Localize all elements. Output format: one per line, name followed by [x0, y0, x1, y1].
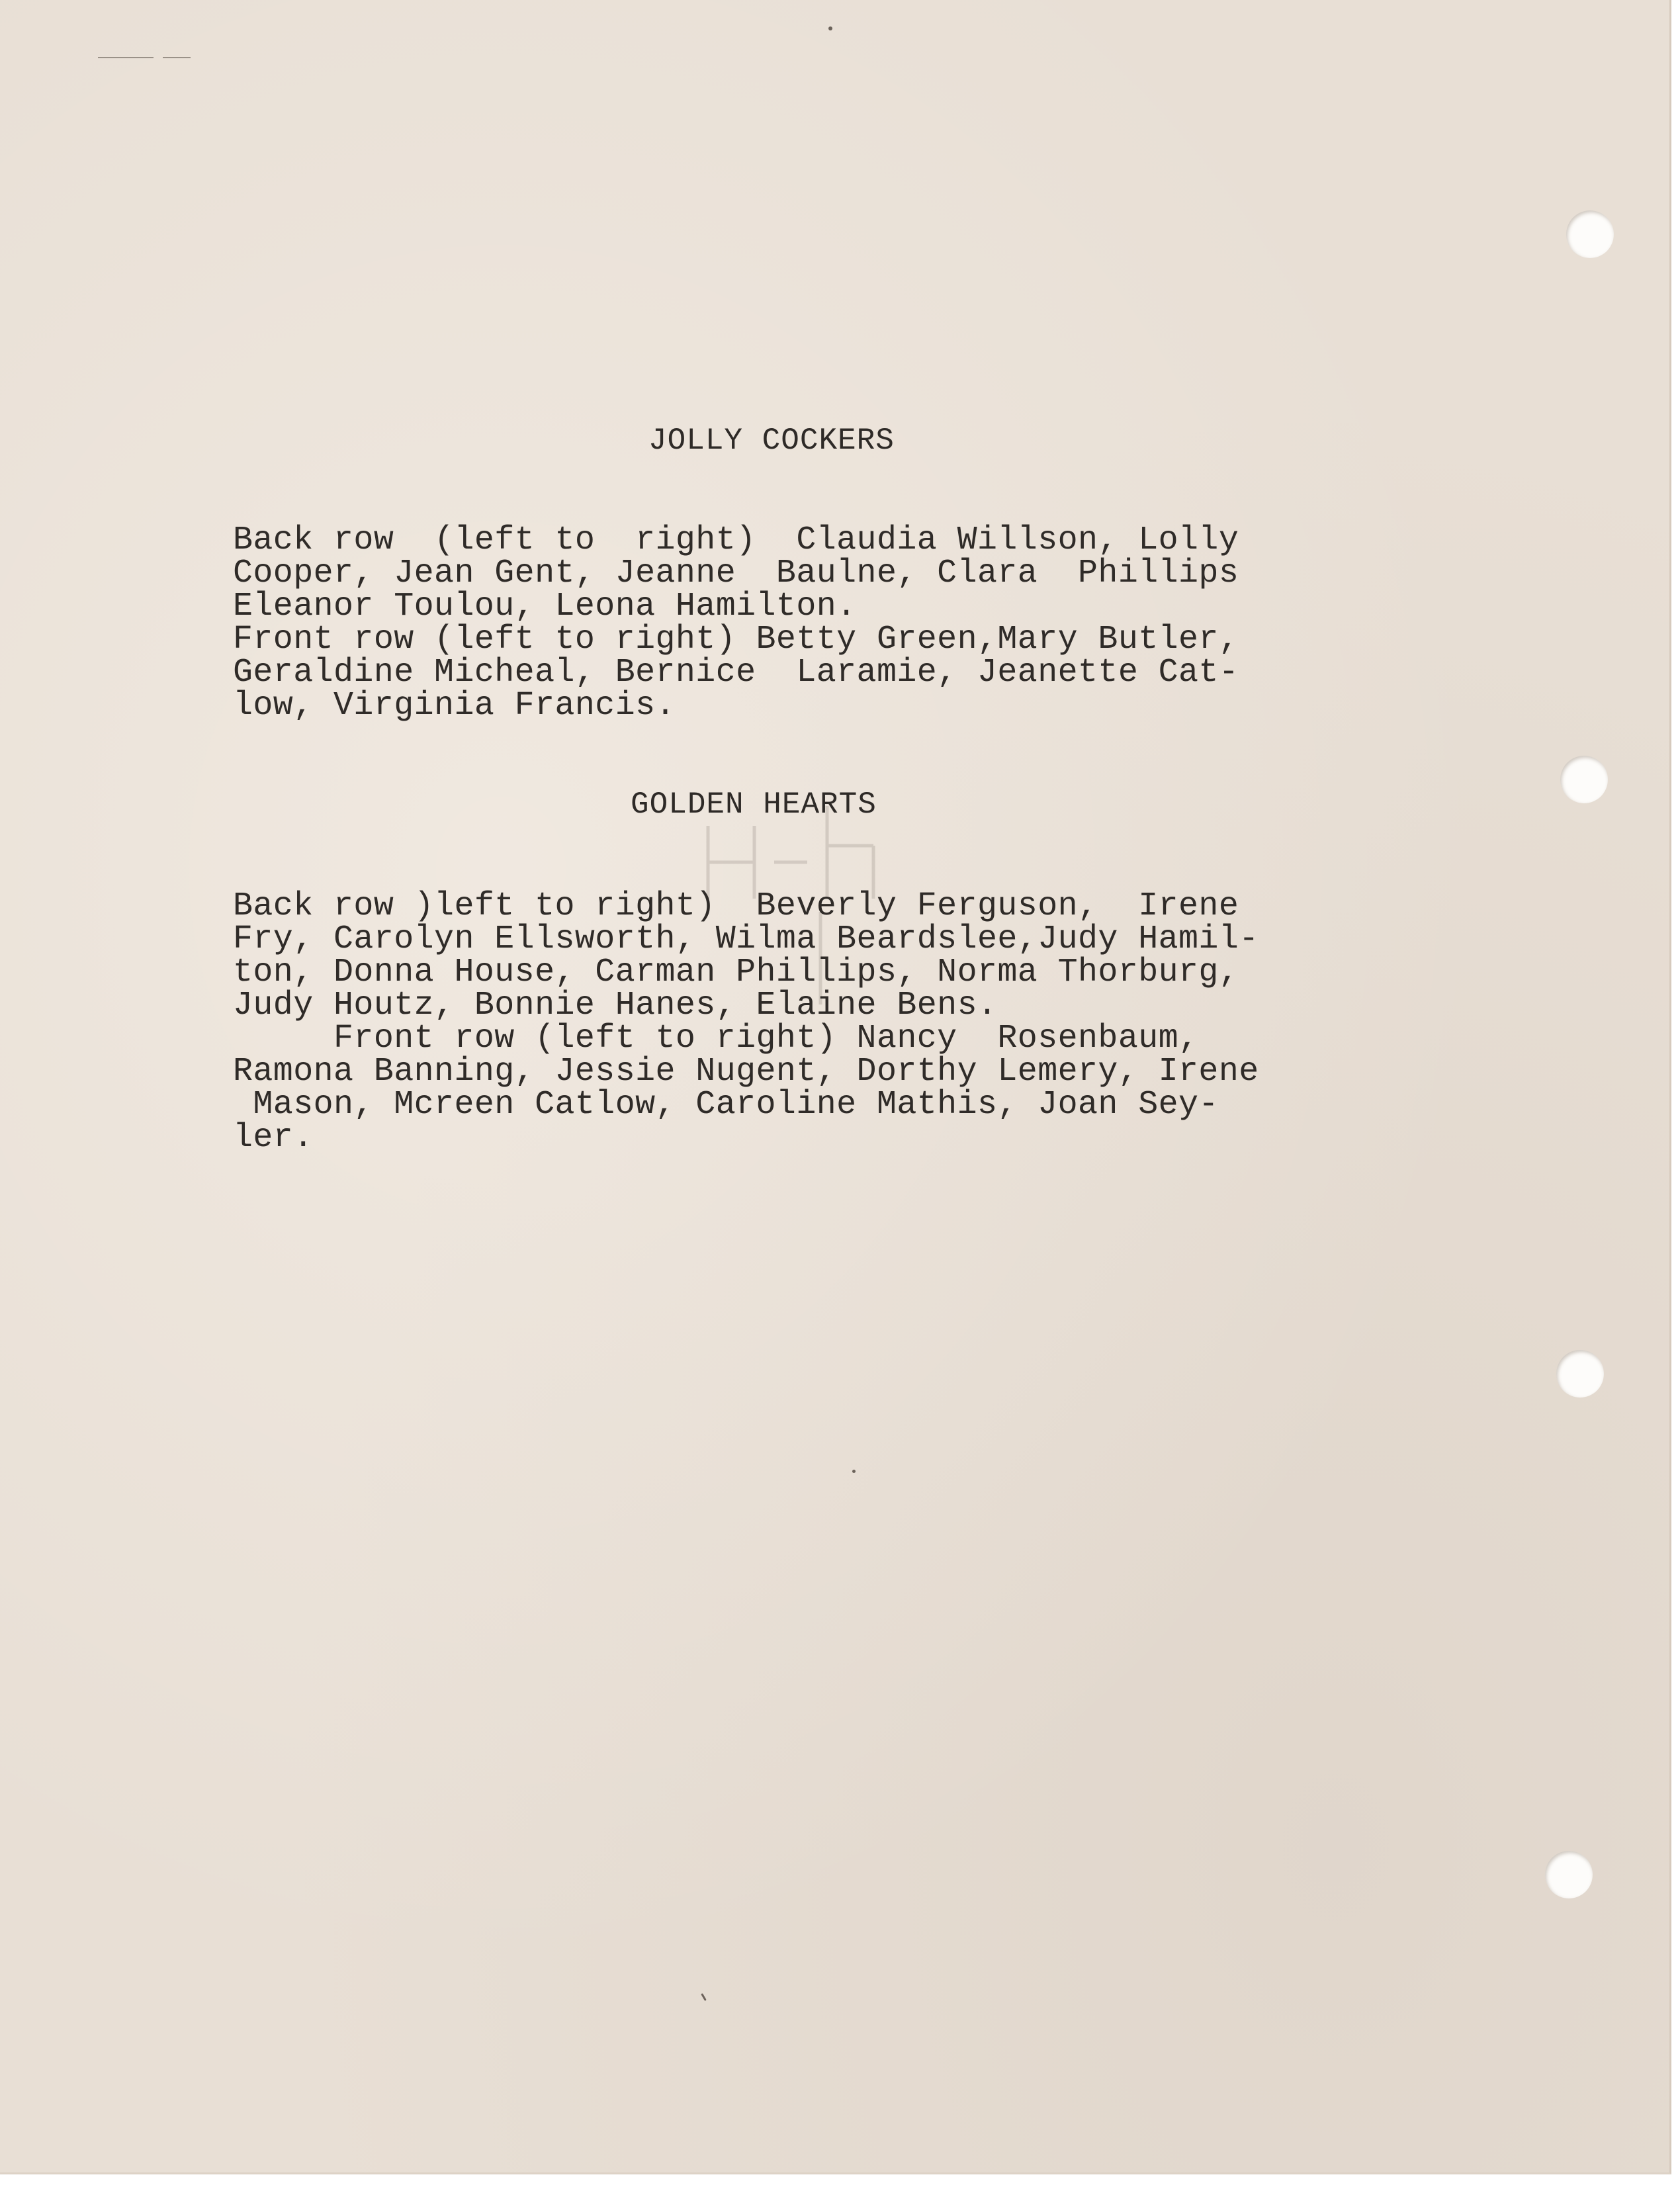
section-title-jolly-cockers: JOLLY COCKERS	[648, 424, 895, 458]
section-2-line-7: Mason, Mcreen Catlow, Caroline Mathis, Joan Sey-	[233, 1086, 1219, 1124]
section-2-line-1: Back row )left to right) Beverly Ferguson, Irene	[233, 887, 1239, 925]
section-2-line-8: ler.	[233, 1119, 314, 1157]
section-2-line-5: Front row (left to right) Nancy Rosenbaum,	[233, 1020, 1199, 1057]
section-1-line-4: Front row (left to right) Betty Green,Mary Butler,	[233, 621, 1239, 658]
section-2-line-3: ton, Donna House, Carman Phillips, Norma Thorburg,	[233, 954, 1239, 991]
punch-hole	[1560, 756, 1608, 803]
section-1-line-3: Eleanor Toulou, Leona Hamilton.	[233, 588, 857, 625]
section-1-line-1: Back row (left to right) Claudia Willson, Lolly	[233, 521, 1239, 559]
section-1-line-6: low, Virginia Francis.	[233, 687, 676, 725]
section-2-line-2: Fry, Carolyn Ellsworth, Wilma Beardslee,Judy Hamil-	[233, 920, 1259, 958]
stray-speck	[701, 1993, 707, 2001]
stray-speck	[852, 1470, 856, 1473]
section-2-line-6: Ramona Banning, Jessie Nugent, Dorthy Lemery, Irene	[233, 1053, 1259, 1091]
section-2-line-4: Judy Houtz, Bonnie Hanes, Elaine Bens.	[233, 987, 998, 1024]
stray-speck	[828, 26, 832, 30]
punch-hole	[1566, 210, 1614, 258]
punch-hole	[1545, 1851, 1593, 1898]
section-1-line-2: Cooper, Jean Gent, Jeanne Baulne, Clara Phillips	[233, 555, 1239, 592]
punch-hole	[1556, 1350, 1604, 1398]
section-title-golden-hearts: GOLDEN HEARTS	[631, 787, 877, 822]
section-1-line-5: Geraldine Micheal, Bernice Laramie, Jeanette Cat-	[233, 654, 1239, 691]
stray-mark	[98, 57, 191, 58]
